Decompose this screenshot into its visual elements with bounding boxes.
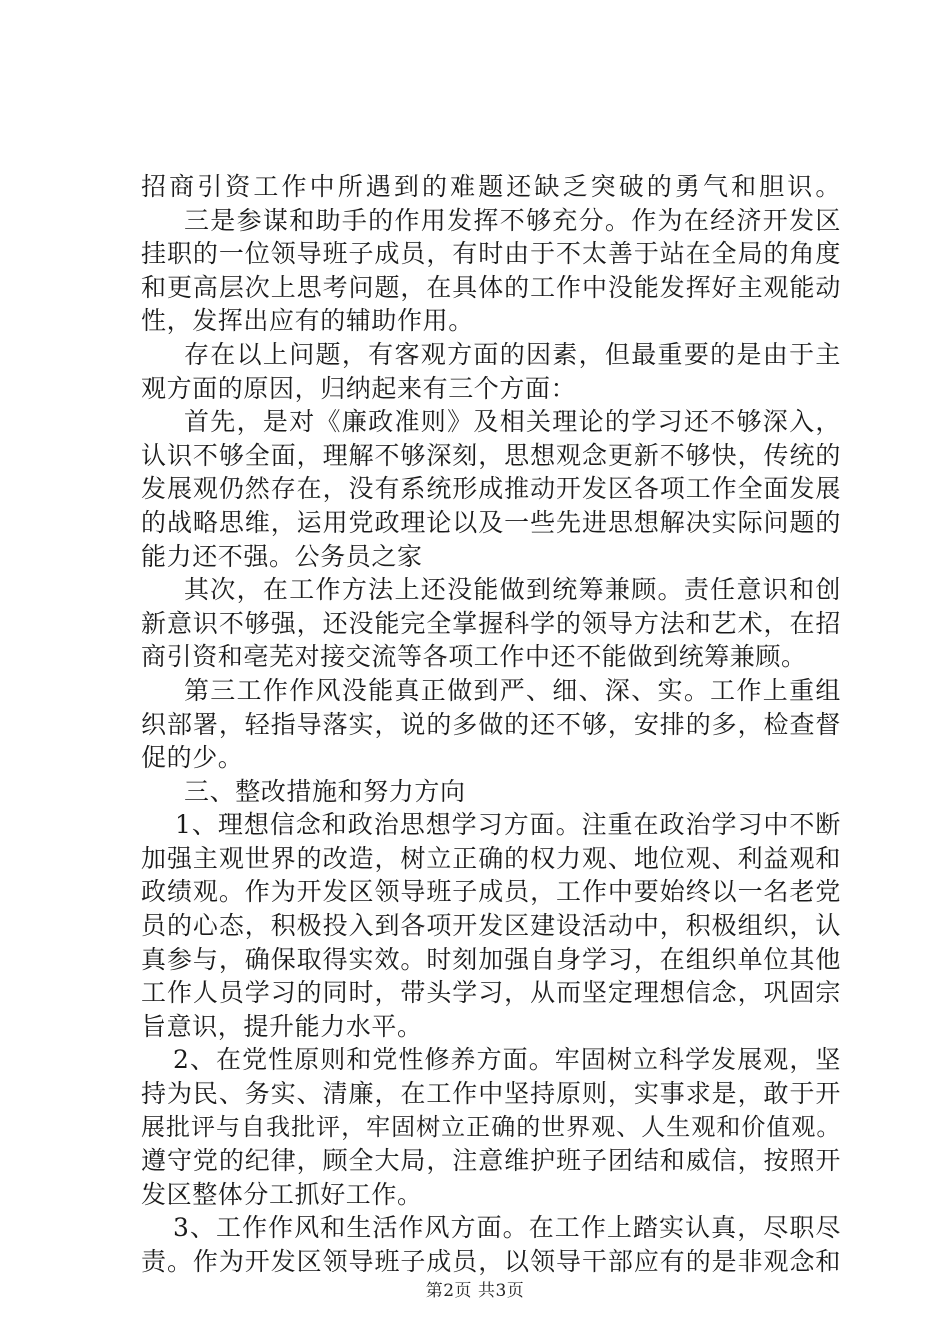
page-number-footer: 第2页 共3页 <box>425 1281 525 1301</box>
text-line: 性，发挥出应有的辅助作用。 <box>141 306 474 336</box>
text-line: 招商引资工作中所遇到的难题还缺乏突破的勇气和胆识。 <box>141 172 841 201</box>
paragraph-start-line: 存在以上问题，有客观方面的因素，但最重要的是由于主 <box>184 339 841 369</box>
text-line: 展批评与自我批评，牢固树立正确的世界观、人生观和价值观。 <box>141 1112 841 1141</box>
text-line: 和更高层次上思考问题，在具体的工作中没能发挥好主观能动 <box>141 272 841 302</box>
paragraph-start-line: 2、在党性原则和党性修养方面。牢固树立科学发展观，坚 <box>173 1045 841 1075</box>
text-line: 政绩观。作为开发区领导班子成员，工作中要始终以一名老党 <box>141 877 841 907</box>
paragraph-start-line: 其次，在工作方法上还没能做到统筹兼顾。责任意识和创 <box>184 575 841 605</box>
text-line: 新意识不够强，还没能完全掌握科学的领导方法和艺术，在招 <box>141 608 841 638</box>
text-line: 认识不够全面，理解不够深刻，思想观念更新不够快，传统的 <box>141 440 841 470</box>
paragraph-start-line: 3、工作作风和生活作风方面。在工作上踏实认真，尽职尽 <box>173 1213 841 1243</box>
text-line: 遵守党的纪律，顾全大局，注意维护班子团结和威信，按照开 <box>141 1146 841 1176</box>
text-line: 员的心态，积极投入到各项开发区建设活动中，积极组织，认 <box>141 911 841 941</box>
text-line: 真参与，确保取得实效。时刻加强自身学习，在组织单位其他 <box>141 944 841 974</box>
text-line: 的战略思维，运用党政理论以及一些先进思想解决实际问题的 <box>141 507 841 537</box>
paragraph-start-line: 1、理想信念和政治思想学习方面。注重在政治学习中不断 <box>175 810 841 840</box>
text-line: 持为民、务实、清廉，在工作中坚持原则，实事求是，敢于开 <box>141 1079 841 1109</box>
text-line: 能力还不强。公务员之家 <box>141 541 423 571</box>
text-line: 商引资和亳芜对接交流等各项工作中还不能做到统筹兼顾。 <box>141 642 807 672</box>
text-line: 织部署，轻指导落实，说的多做的还不够，安排的多，检查督 <box>141 709 841 739</box>
text-line: 发区整体分工抓好工作。 <box>141 1179 423 1209</box>
text-line: 挂职的一位领导班子成员，有时由于不太善于站在全局的角度 <box>141 239 841 269</box>
section-heading: 三、整改措施和努力方向 <box>184 776 466 806</box>
text-line: 促的少。 <box>141 743 244 773</box>
text-line: 责。作为开发区领导班子成员，以领导干部应有的是非观念和 <box>141 1247 841 1276</box>
paragraph-start-line: 首先，是对《廉政准则》及相关理论的学习还不够深入， <box>184 407 841 437</box>
text-line: 工作人员学习的同时，带头学习，从而坚定理想信念，巩固宗 <box>141 978 841 1008</box>
text-line: 加强主观世界的改造，树立正确的权力观、地位观、利益观和 <box>141 843 841 873</box>
paragraph-start-line: 第三工作作风没能真正做到严、细、深、实。工作上重组 <box>184 675 841 705</box>
document-body <box>141 170 841 1279</box>
text-line: 发展观仍然存在，没有系统形成推动开发区各项工作全面发展 <box>141 474 841 504</box>
text-line: 观方面的原因，归纳起来有三个方面： <box>141 373 577 403</box>
paragraph-start-line: 三是参谋和助手的作用发挥不够充分。作为在经济开发区 <box>184 205 841 235</box>
text-line: 旨意识，提升能力水平。 <box>141 1011 423 1041</box>
